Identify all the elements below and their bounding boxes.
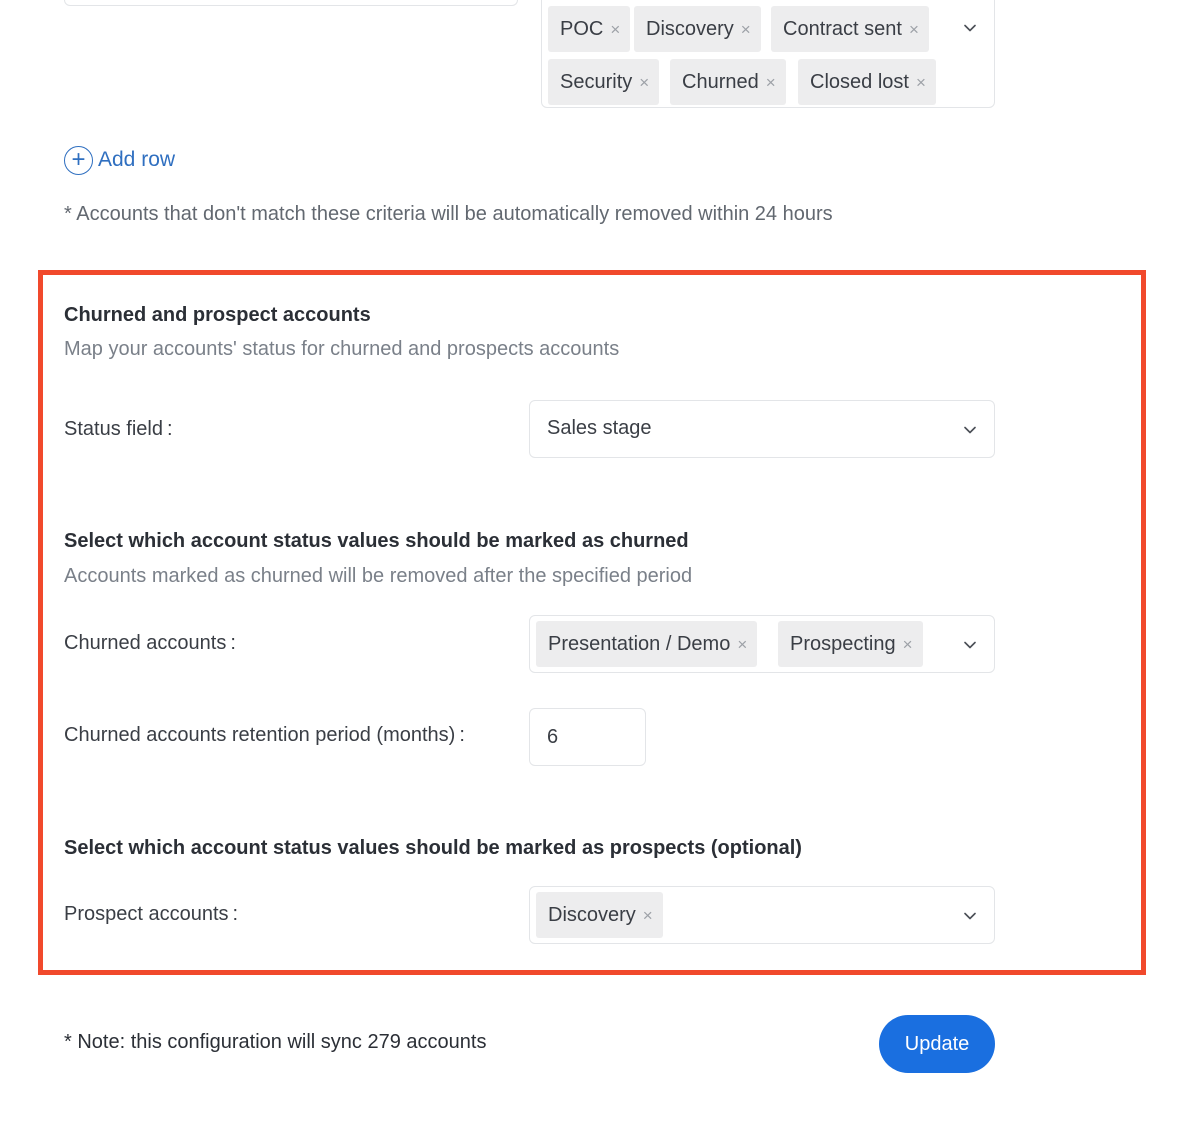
status-field-value: Sales stage (547, 417, 652, 439)
churned-chip[interactable] (778, 621, 923, 667)
add-row-button[interactable] (64, 144, 175, 176)
remove-chip-icon[interactable]: × (740, 19, 751, 39)
remove-chip-icon[interactable]: × (915, 72, 926, 92)
chevron-down-icon[interactable] (964, 641, 976, 653)
churned-subheading: Accounts marked as churned will be removed after the specified period (64, 565, 693, 587)
plus-circle-icon: + (64, 146, 93, 175)
stage-filter-multiselect[interactable] (541, 0, 995, 108)
remove-chip-icon[interactable]: × (908, 19, 919, 39)
remove-chip-icon[interactable]: × (765, 72, 776, 92)
chip-label: Prospecting (790, 632, 896, 655)
churned-chip[interactable] (536, 621, 757, 667)
retention-months-input[interactable] (529, 708, 646, 766)
remove-chip-icon[interactable]: × (902, 634, 913, 654)
filter-chip[interactable] (670, 59, 786, 105)
add-row-label: Add row (98, 148, 176, 171)
prospect-accounts-label: Prospect accounts : (64, 903, 239, 925)
prospect-chip[interactable] (536, 892, 663, 938)
filter-chip[interactable] (771, 6, 929, 52)
remove-chip-icon[interactable]: × (642, 905, 653, 925)
retention-label: Churned accounts retention period (months) : (64, 724, 465, 746)
chevron-down-icon[interactable] (964, 24, 976, 36)
update-button[interactable]: Update (879, 1015, 995, 1073)
chip-label: Discovery (646, 17, 734, 40)
chip-label: Presentation / Demo (548, 632, 731, 655)
chip-label: Security (560, 70, 633, 93)
remove-chip-icon[interactable]: × (639, 72, 650, 92)
criteria-note: * Accounts that don't match these criteria will be automatically removed within 24 hours (64, 203, 833, 225)
churned-heading: Select which account status values should be marked as churned (64, 530, 689, 552)
section-subtitle: Map your accounts' status for churned and prospects accounts (64, 338, 620, 360)
section-title: Churned and prospect accounts (64, 304, 371, 326)
chip-label: Contract sent (783, 17, 902, 40)
chip-label: POC (560, 17, 604, 40)
filter-field-input[interactable] (64, 0, 518, 6)
prospect-accounts-multiselect[interactable] (529, 886, 995, 944)
status-field-select[interactable] (529, 400, 995, 458)
prospects-heading: Select which account status values should be marked as prospects (optional) (64, 837, 802, 859)
chip-label: Churned (682, 70, 759, 93)
chip-label: Discovery (548, 903, 636, 926)
filter-chip[interactable] (548, 59, 659, 105)
churned-accounts-label: Churned accounts : (64, 632, 236, 654)
chevron-down-icon[interactable] (964, 912, 976, 924)
status-field-label: Status field : (64, 418, 173, 440)
remove-chip-icon[interactable]: × (737, 634, 748, 654)
remove-chip-icon[interactable]: × (610, 19, 621, 39)
filter-chip[interactable] (798, 59, 936, 105)
filter-chip[interactable] (634, 6, 761, 52)
sync-note: * Note: this configuration will sync 279 accounts (64, 1031, 487, 1053)
chevron-down-icon[interactable] (964, 426, 976, 438)
churned-accounts-multiselect[interactable] (529, 615, 995, 673)
chip-label: Closed lost (810, 70, 909, 93)
filter-chip[interactable] (548, 6, 630, 52)
